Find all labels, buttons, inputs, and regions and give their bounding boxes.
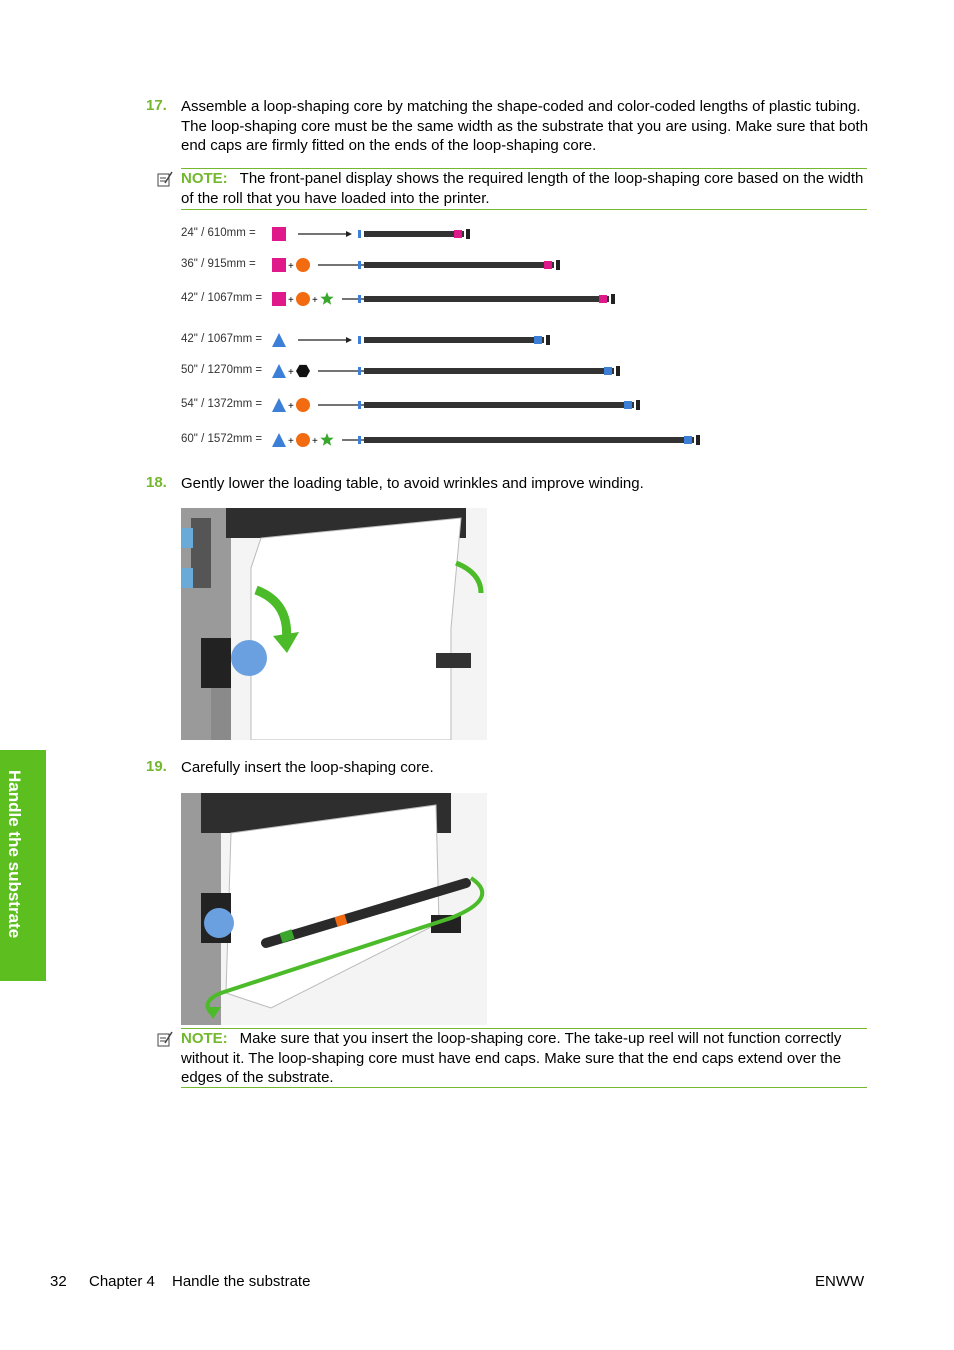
core-tube	[364, 296, 609, 302]
insert-core-illustration	[181, 793, 487, 1025]
step-number: 18.	[146, 474, 167, 491]
step-number: 17.	[146, 97, 167, 114]
arrow-head-icon	[346, 231, 352, 237]
footer-chapter: Chapter 4	[89, 1273, 155, 1290]
core-row-graphic	[268, 361, 708, 381]
plus-sign: +	[288, 401, 294, 412]
circle-shape-icon	[296, 292, 310, 306]
core-end-cap	[546, 335, 550, 345]
note-text: The front-panel display shows the required length of the loop-shaping core based on the width of the roll that you have loaded into the printer.	[181, 170, 864, 207]
plus-sign: +	[288, 436, 294, 447]
note-label: NOTE:	[181, 1030, 228, 1047]
core-end-cap	[358, 436, 361, 444]
footer-right: ENWW	[815, 1273, 865, 1290]
core-end-segment	[534, 336, 542, 344]
triangle-shape-icon	[272, 364, 286, 378]
step-text: Gently lower the loading table, to avoid wrinkles and improve winding.	[181, 475, 644, 492]
chapter-side-tab	[0, 750, 46, 981]
triangle-shape-icon	[272, 433, 286, 447]
note-box	[181, 168, 867, 210]
hexagon-shape-icon	[296, 365, 310, 377]
plus-sign: +	[288, 295, 294, 306]
core-end-cap	[611, 294, 615, 304]
core-row-label: 42" / 1067mm =	[181, 292, 263, 304]
core-end-segment	[544, 261, 552, 269]
core-tube	[364, 368, 614, 374]
core-row-label: 50" / 1270mm =	[181, 364, 263, 376]
core-tube	[364, 337, 544, 343]
core-end-segment	[624, 401, 632, 409]
core-end-segment	[684, 436, 692, 444]
note-icon	[157, 1031, 173, 1047]
core-row-graphic	[268, 224, 708, 244]
core-end-cap	[358, 230, 361, 238]
circle-shape-icon	[296, 398, 310, 412]
side-tab-label: Handle the substrate	[5, 770, 24, 939]
plus-sign: +	[312, 436, 318, 447]
core-row-graphic	[268, 255, 708, 275]
core-row-label: 36" / 915mm =	[181, 258, 256, 270]
core-end-cap	[466, 229, 470, 239]
star-shape-icon	[320, 433, 333, 446]
core-row-label: 24" / 610mm =	[181, 227, 256, 239]
step-text: Assemble a loop-shaping core by matching the shape-coded and color-coded lengths of plastic tubing. The loop-shaping core must be the same width as the substrate that you are using. Make sure that both end caps are firmly fitted on the ends of the loop-shaping core.	[181, 98, 869, 154]
core-end-segment	[604, 367, 612, 375]
core-end-cap	[636, 400, 640, 410]
note-label: NOTE:	[181, 170, 228, 187]
triangle-shape-icon	[272, 333, 286, 347]
core-row-graphic	[268, 330, 708, 350]
plus-sign: +	[288, 261, 294, 272]
core-row-graphic	[268, 395, 708, 415]
square-shape-icon	[272, 258, 286, 272]
circle-shape-icon	[296, 258, 310, 272]
plus-sign: +	[288, 367, 294, 378]
plus-sign: +	[312, 295, 318, 306]
core-tube	[364, 262, 554, 268]
lower-loading-table-illustration	[181, 508, 487, 740]
note-text: Make sure that you insert the loop-shaping core. The take-up reel will not function correctly without it. The loop-shaping core must have end caps. Make sure that the end caps extend over the edges of the substrate.	[181, 1030, 842, 1086]
footer-chapter-title: Handle the substrate	[172, 1273, 311, 1290]
core-end-segment	[454, 230, 462, 238]
triangle-shape-icon	[272, 398, 286, 412]
step-number: 19.	[146, 758, 167, 775]
core-end-cap	[358, 336, 361, 344]
core-row-label: 42" / 1067mm =	[181, 333, 263, 345]
core-end-cap	[358, 401, 361, 409]
core-tube	[364, 231, 464, 237]
core-row-label: 54" / 1372mm =	[181, 398, 263, 410]
core-row-label: 60" / 1572mm =	[181, 433, 263, 445]
core-end-cap	[358, 261, 361, 269]
note-icon	[157, 171, 173, 187]
core-row-graphic	[268, 430, 708, 450]
core-tube	[364, 402, 634, 408]
square-shape-icon	[272, 227, 286, 241]
core-end-cap	[358, 295, 361, 303]
core-tube	[364, 437, 694, 443]
core-end-cap	[696, 435, 700, 445]
core-end-cap	[556, 260, 560, 270]
core-end-cap	[616, 366, 620, 376]
step-text: Carefully insert the loop-shaping core.	[181, 759, 434, 776]
arrow-head-icon	[346, 337, 352, 343]
core-end-segment	[599, 295, 607, 303]
star-shape-icon	[320, 292, 333, 305]
circle-shape-icon	[296, 433, 310, 447]
page-number: 32	[50, 1273, 67, 1290]
note-box	[181, 1028, 867, 1088]
core-row-graphic	[268, 289, 708, 309]
square-shape-icon	[272, 292, 286, 306]
core-end-cap	[358, 367, 361, 375]
